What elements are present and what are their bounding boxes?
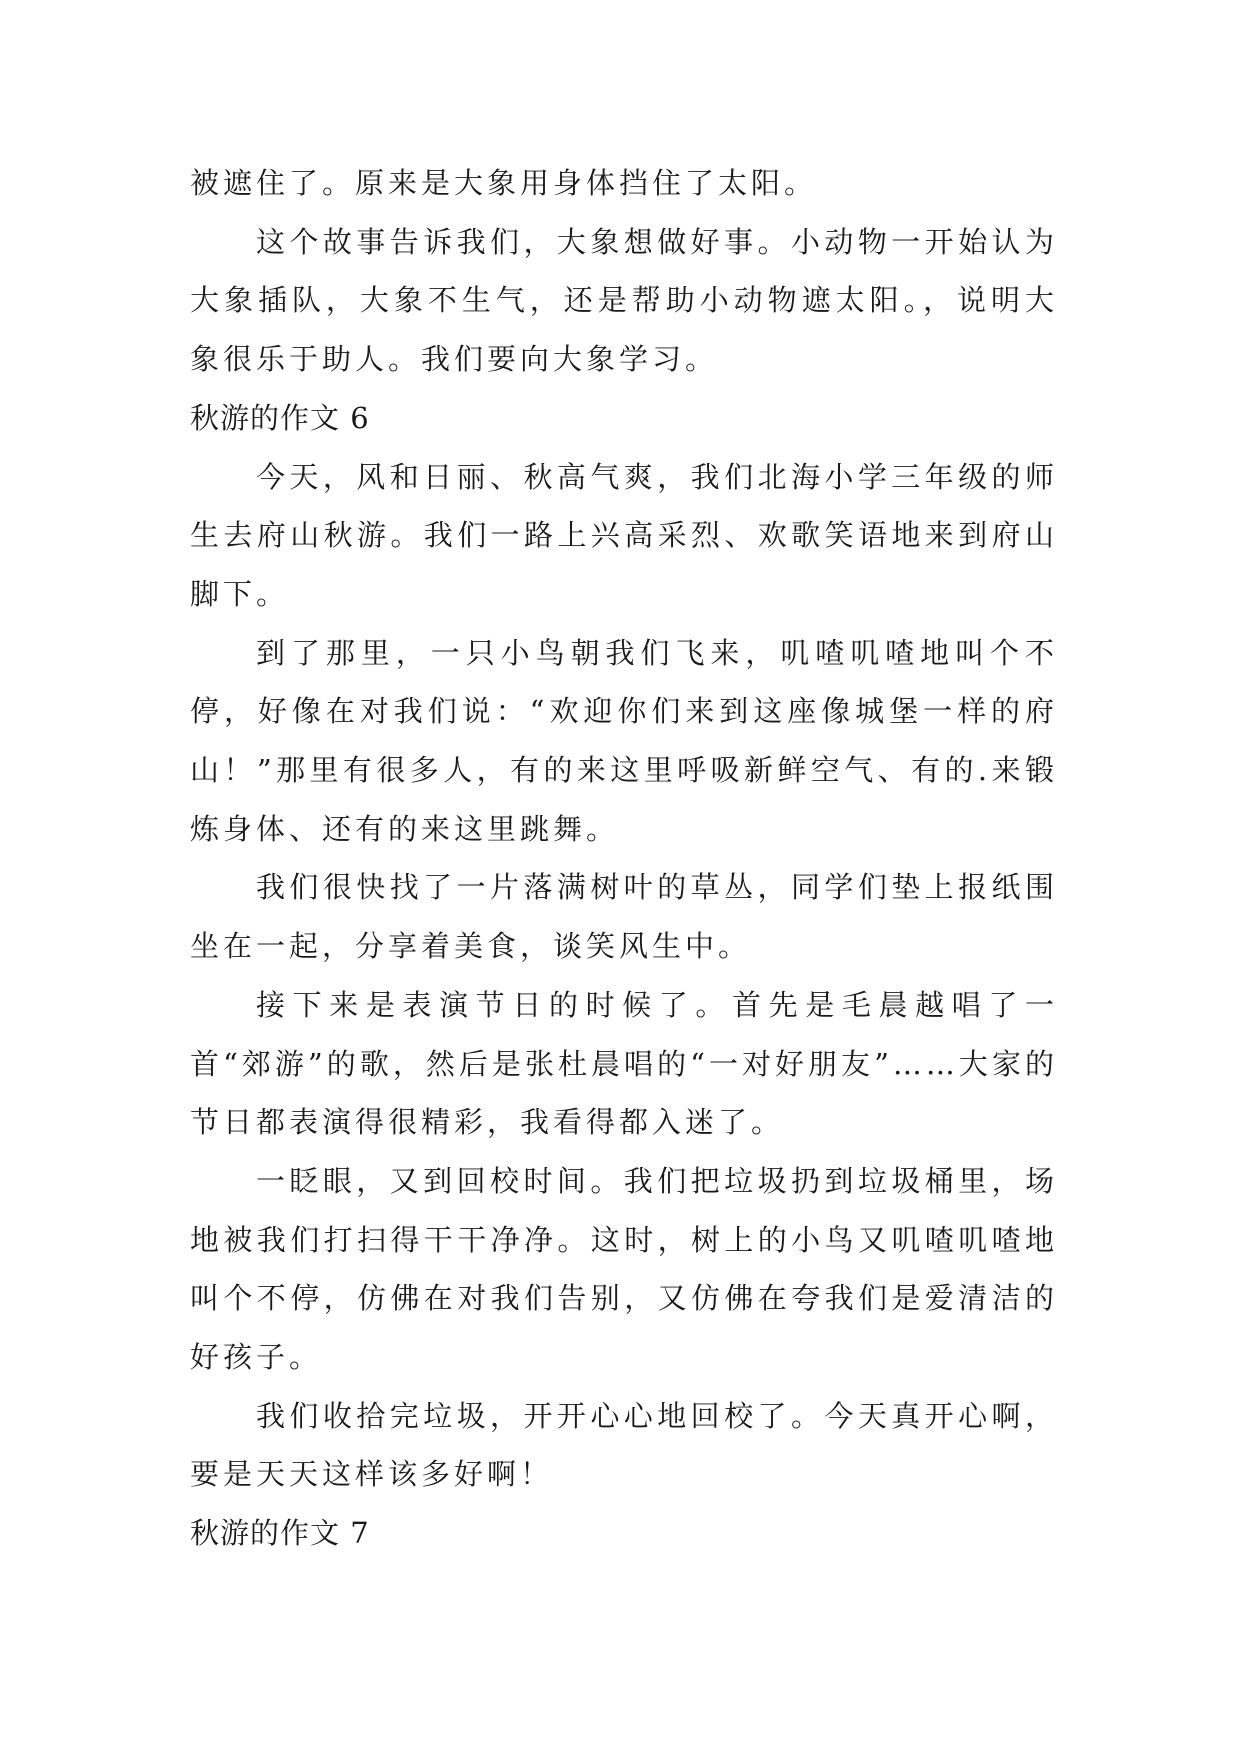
paragraph-5: 我们很快找了一片落满树叶的草丛，同学们垫上报纸围坐在一起，分享着美食，谈笑风生中。 <box>190 870 1058 964</box>
paragraph-8: 我们收拾完垃圾，开开心心地回校了。今天真开心啊，要是天天这样该多好啊！ <box>190 1398 1058 1492</box>
paragraph-4: 到了那里，一只小鸟朝我们飞来，叽喳叽喳地叫个不停，好像在对我们说：“欢迎你们来到这座像城堡一样的府山！”那里有很多人，有的来这里呼吸新鲜空气、有的.来锻炼身体、还有的来这里跳舞。 <box>190 635 1058 846</box>
paragraph-7: 一眨眼，又到回校时间。我们把垃圾扔到垃圾桶里，场地被我们打扫得干干净净。这时，树上的小鸟又叽喳叽喳地叫个不停，仿佛在对我们告别，又仿佛在夸我们是爱清洁的好孩子。 <box>190 1163 1058 1375</box>
document-body <box>190 154 1058 1563</box>
paragraph-1: 被遮住了。原来是大象用身体挡住了太阳。 <box>190 166 818 200</box>
section-heading-7: 秋游的作文 7 <box>190 1516 370 1551</box>
paragraph-2: 这个故事告诉我们，大象想做好事。小动物一开始认为大象插队，大象不生气，还是帮助小动物遮太阳。，说明大象很乐于助人。我们要向大象学习。 <box>190 224 1058 377</box>
paragraph-6: 接下来是表演节日的时候了。首先是毛晨越唱了一首“郊游”的歌，然后是张杜晨唱的“一对好朋友”……大家的节日都表演得很精彩，我看得都入迷了。 <box>190 987 1058 1140</box>
section-heading-6: 秋游的作文 6 <box>190 400 370 435</box>
paragraph-3: 今天，风和日丽、秋高气爽，我们北海小学三年级的师生去府山秋游。我们一路上兴高采烈、欢歌笑语地来到府山脚下。 <box>190 459 1058 611</box>
